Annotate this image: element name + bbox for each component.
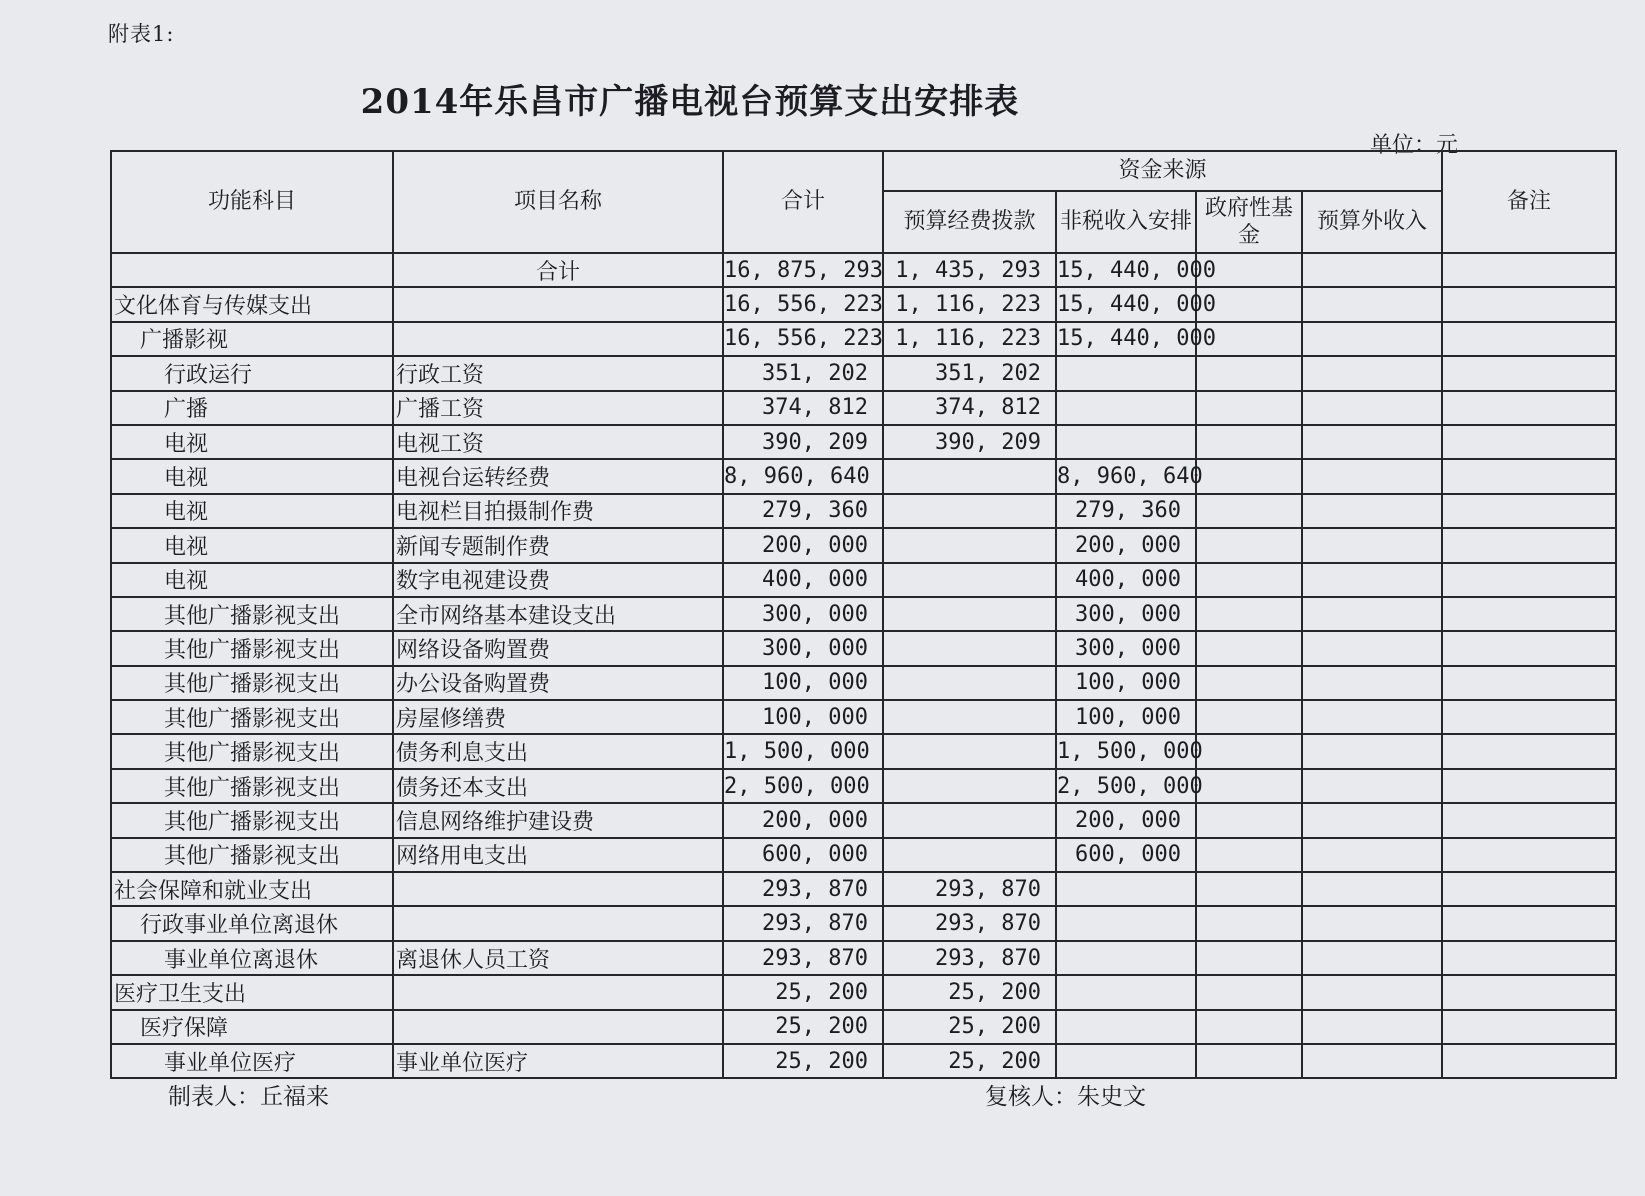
budget-allocation-cell [883, 597, 1056, 631]
extra-budget-income-cell [1302, 563, 1442, 597]
total-cell: 351, 202 [723, 356, 883, 390]
non-tax-income-cell: 15, 440, 000 [1056, 287, 1196, 321]
total-cell: 600, 000 [723, 838, 883, 872]
project-name-cell: 债务利息支出 [393, 734, 723, 768]
table-row [111, 838, 1616, 872]
project-name-cell [393, 906, 723, 940]
extra-budget-income-cell [1302, 975, 1442, 1009]
budget-allocation-cell [883, 769, 1056, 803]
total-cell: 200, 000 [723, 528, 883, 562]
project-name-cell: 电视栏目拍摄制作费 [393, 494, 723, 528]
header-project-name: 项目名称 [393, 151, 723, 253]
non-tax-income-cell: 8, 960, 640 [1056, 459, 1196, 493]
extra-budget-income-cell [1302, 597, 1442, 631]
total-cell: 25, 200 [723, 975, 883, 1009]
government-fund-cell [1196, 838, 1302, 872]
table-row [111, 459, 1616, 493]
extra-budget-income-cell [1302, 1010, 1442, 1044]
table-row [111, 906, 1616, 940]
remarks-cell [1442, 906, 1616, 940]
table-row [111, 941, 1616, 975]
table-row [111, 425, 1616, 459]
extra-budget-income-cell [1302, 666, 1442, 700]
function-subject-cell: 医疗卫生支出 [111, 975, 393, 1009]
remarks-cell [1442, 941, 1616, 975]
budget-allocation-cell [883, 494, 1056, 528]
project-name-cell: 全市网络基本建设支出 [393, 597, 723, 631]
budget-allocation-cell: 293, 870 [883, 941, 1056, 975]
remarks-cell [1442, 287, 1616, 321]
extra-budget-income-cell [1302, 459, 1442, 493]
non-tax-income-cell: 600, 000 [1056, 838, 1196, 872]
total-cell: 16, 875, 293 [723, 253, 883, 287]
total-cell: 100, 000 [723, 666, 883, 700]
header-remarks: 备注 [1442, 151, 1616, 253]
budget-allocation-cell: 1, 435, 293 [883, 253, 1056, 287]
extra-budget-income-cell [1302, 906, 1442, 940]
government-fund-cell [1196, 391, 1302, 425]
non-tax-income-cell: 1, 500, 000 [1056, 734, 1196, 768]
non-tax-income-cell: 200, 000 [1056, 803, 1196, 837]
header-government-fund: 政府性基金 [1196, 191, 1302, 253]
remarks-cell [1442, 391, 1616, 425]
header-extra-budget-income: 预算外收入 [1302, 191, 1442, 253]
project-name-cell: 网络用电支出 [393, 838, 723, 872]
total-cell: 293, 870 [723, 906, 883, 940]
total-cell: 300, 000 [723, 597, 883, 631]
header-total: 合计 [723, 151, 883, 253]
government-fund-cell [1196, 631, 1302, 665]
project-name-cell [393, 1010, 723, 1044]
project-name-cell [393, 872, 723, 906]
table-row [111, 253, 1616, 287]
government-fund-cell [1196, 1010, 1302, 1044]
government-fund-cell [1196, 803, 1302, 837]
project-name-cell: 电视工资 [393, 425, 723, 459]
government-fund-cell [1196, 459, 1302, 493]
project-name-cell: 行政工资 [393, 356, 723, 390]
total-cell: 100, 000 [723, 700, 883, 734]
table-row [111, 391, 1616, 425]
remarks-cell [1442, 1044, 1616, 1078]
remarks-cell [1442, 1010, 1616, 1044]
budget-allocation-cell: 351, 202 [883, 356, 1056, 390]
project-name-cell: 离退休人员工资 [393, 941, 723, 975]
function-subject-cell: 行政运行 [111, 356, 393, 390]
budget-allocation-cell [883, 563, 1056, 597]
non-tax-income-cell: 100, 000 [1056, 700, 1196, 734]
total-cell: 293, 870 [723, 872, 883, 906]
table-row [111, 322, 1616, 356]
extra-budget-income-cell [1302, 941, 1442, 975]
budget-allocation-cell: 1, 116, 223 [883, 287, 1056, 321]
table-row [111, 356, 1616, 390]
extra-budget-income-cell [1302, 631, 1442, 665]
budget-allocation-cell [883, 734, 1056, 768]
function-subject-cell: 电视 [111, 528, 393, 562]
non-tax-income-cell: 15, 440, 000 [1056, 322, 1196, 356]
non-tax-income-cell [1056, 941, 1196, 975]
budget-allocation-cell: 390, 209 [883, 425, 1056, 459]
project-name-cell [393, 975, 723, 1009]
function-subject-cell: 其他广播影视支出 [111, 803, 393, 837]
non-tax-income-cell [1056, 425, 1196, 459]
function-subject-cell: 其他广播影视支出 [111, 734, 393, 768]
table-row [111, 631, 1616, 665]
extra-budget-income-cell [1302, 253, 1442, 287]
government-fund-cell [1196, 597, 1302, 631]
total-cell: 16, 556, 223 [723, 287, 883, 321]
budget-allocation-cell [883, 631, 1056, 665]
government-fund-cell [1196, 666, 1302, 700]
header-budget-allocation: 预算经费拨款 [883, 191, 1056, 253]
extra-budget-income-cell [1302, 872, 1442, 906]
header-function-subject: 功能科目 [111, 151, 393, 253]
non-tax-income-cell: 200, 000 [1056, 528, 1196, 562]
function-subject-cell: 其他广播影视支出 [111, 631, 393, 665]
government-fund-cell [1196, 769, 1302, 803]
non-tax-income-cell: 2, 500, 000 [1056, 769, 1196, 803]
table-row [111, 700, 1616, 734]
government-fund-cell [1196, 425, 1302, 459]
budget-allocation-cell: 293, 870 [883, 906, 1056, 940]
project-name-cell [393, 322, 723, 356]
non-tax-income-cell: 100, 000 [1056, 666, 1196, 700]
government-fund-cell [1196, 734, 1302, 768]
government-fund-cell [1196, 528, 1302, 562]
table-row [111, 734, 1616, 768]
remarks-cell [1442, 769, 1616, 803]
project-name-cell: 事业单位医疗 [393, 1044, 723, 1078]
total-cell: 25, 200 [723, 1044, 883, 1078]
non-tax-income-cell: 15, 440, 000 [1056, 253, 1196, 287]
function-subject-cell: 其他广播影视支出 [111, 597, 393, 631]
extra-budget-income-cell [1302, 769, 1442, 803]
non-tax-income-cell: 300, 000 [1056, 631, 1196, 665]
remarks-cell [1442, 356, 1616, 390]
table-row [111, 287, 1616, 321]
non-tax-income-cell [1056, 906, 1196, 940]
project-name-cell: 办公设备购置费 [393, 666, 723, 700]
extra-budget-income-cell [1302, 391, 1442, 425]
table-row [111, 975, 1616, 1009]
budget-allocation-cell [883, 528, 1056, 562]
remarks-cell [1442, 838, 1616, 872]
total-cell: 2, 500, 000 [723, 769, 883, 803]
remarks-cell [1442, 459, 1616, 493]
function-subject-cell [111, 253, 393, 287]
remarks-cell [1442, 425, 1616, 459]
document-title: 2014年乐昌市广播电视台预算支出安排表 [360, 82, 1020, 122]
project-name-cell: 债务还本支出 [393, 769, 723, 803]
extra-budget-income-cell [1302, 425, 1442, 459]
extra-budget-income-cell [1302, 700, 1442, 734]
budget-allocation-cell: 374, 812 [883, 391, 1056, 425]
function-subject-cell: 文化体育与传媒支出 [111, 287, 393, 321]
remarks-cell [1442, 494, 1616, 528]
total-cell: 300, 000 [723, 631, 883, 665]
total-cell: 390, 209 [723, 425, 883, 459]
function-subject-cell: 广播影视 [111, 322, 393, 356]
remarks-cell [1442, 563, 1616, 597]
government-fund-cell [1196, 356, 1302, 390]
non-tax-income-cell [1056, 391, 1196, 425]
project-name-cell: 数字电视建设费 [393, 563, 723, 597]
total-cell: 374, 812 [723, 391, 883, 425]
reviewer-signature: 复核人：朱史文 [985, 1084, 1146, 1110]
budget-allocation-cell [883, 803, 1056, 837]
table-row [111, 597, 1616, 631]
unit-label: 单位：元 [1370, 133, 1459, 158]
total-cell: 400, 000 [723, 563, 883, 597]
non-tax-income-cell [1056, 975, 1196, 1009]
table-row [111, 494, 1616, 528]
budget-allocation-cell: 25, 200 [883, 1044, 1056, 1078]
remarks-cell [1442, 872, 1616, 906]
total-cell: 1, 500, 000 [723, 734, 883, 768]
total-cell: 25, 200 [723, 1010, 883, 1044]
budget-allocation-cell: 1, 116, 223 [883, 322, 1056, 356]
total-cell: 279, 360 [723, 494, 883, 528]
table-row [111, 1044, 1616, 1078]
project-name-cell: 新闻专题制作费 [393, 528, 723, 562]
extra-budget-income-cell [1302, 528, 1442, 562]
budget-allocation-cell: 25, 200 [883, 1010, 1056, 1044]
extra-budget-income-cell [1302, 356, 1442, 390]
government-fund-cell [1196, 700, 1302, 734]
table-row [111, 1010, 1616, 1044]
remarks-cell [1442, 631, 1616, 665]
non-tax-income-cell [1056, 1044, 1196, 1078]
total-cell: 8, 960, 640 [723, 459, 883, 493]
budget-allocation-cell [883, 459, 1056, 493]
project-name-cell: 广播工资 [393, 391, 723, 425]
project-name-cell: 房屋修缮费 [393, 700, 723, 734]
extra-budget-income-cell [1302, 287, 1442, 321]
remarks-cell [1442, 253, 1616, 287]
header-non-tax-income: 非税收入安排 [1056, 191, 1196, 253]
table-body [111, 253, 1616, 1078]
function-subject-cell: 电视 [111, 563, 393, 597]
extra-budget-income-cell [1302, 803, 1442, 837]
budget-allocation-cell: 25, 200 [883, 975, 1056, 1009]
project-name-cell: 信息网络维护建设费 [393, 803, 723, 837]
remarks-cell [1442, 597, 1616, 631]
function-subject-cell: 电视 [111, 425, 393, 459]
remarks-cell [1442, 803, 1616, 837]
government-fund-cell [1196, 906, 1302, 940]
total-cell: 16, 556, 223 [723, 322, 883, 356]
function-subject-cell: 医疗保障 [111, 1010, 393, 1044]
table-row [111, 563, 1616, 597]
government-fund-cell [1196, 941, 1302, 975]
budget-allocation-cell: 293, 870 [883, 872, 1056, 906]
non-tax-income-cell [1056, 872, 1196, 906]
extra-budget-income-cell [1302, 322, 1442, 356]
function-subject-cell: 其他广播影视支出 [111, 700, 393, 734]
non-tax-income-cell [1056, 356, 1196, 390]
function-subject-cell: 广播 [111, 391, 393, 425]
total-cell: 200, 000 [723, 803, 883, 837]
non-tax-income-cell: 400, 000 [1056, 563, 1196, 597]
function-subject-cell: 行政事业单位离退休 [111, 906, 393, 940]
table-row [111, 803, 1616, 837]
government-fund-cell [1196, 975, 1302, 1009]
function-subject-cell: 电视 [111, 494, 393, 528]
government-fund-cell [1196, 872, 1302, 906]
budget-allocation-cell [883, 700, 1056, 734]
table-row [111, 528, 1616, 562]
function-subject-cell: 事业单位医疗 [111, 1044, 393, 1078]
table-row [111, 769, 1616, 803]
remarks-cell [1442, 700, 1616, 734]
government-fund-cell [1196, 1044, 1302, 1078]
remarks-cell [1442, 666, 1616, 700]
project-name-cell: 电视台运转经费 [393, 459, 723, 493]
function-subject-cell: 电视 [111, 459, 393, 493]
function-subject-cell: 社会保障和就业支出 [111, 872, 393, 906]
budget-allocation-cell [883, 666, 1056, 700]
extra-budget-income-cell [1302, 494, 1442, 528]
remarks-cell [1442, 734, 1616, 768]
remarks-cell [1442, 975, 1616, 1009]
non-tax-income-cell: 279, 360 [1056, 494, 1196, 528]
government-fund-cell [1196, 563, 1302, 597]
budget-table [110, 150, 1617, 1079]
extra-budget-income-cell [1302, 838, 1442, 872]
header-funding-source: 资金来源 [883, 151, 1442, 191]
attachment-label: 附表1: [108, 22, 175, 46]
remarks-cell [1442, 322, 1616, 356]
table-row [111, 872, 1616, 906]
project-name-cell [393, 287, 723, 321]
preparer-signature: 制表人：丘福来 [168, 1084, 329, 1110]
total-cell: 293, 870 [723, 941, 883, 975]
table-row [111, 666, 1616, 700]
project-name-cell: 合计 [393, 253, 723, 287]
project-name-cell: 网络设备购置费 [393, 631, 723, 665]
function-subject-cell: 其他广播影视支出 [111, 769, 393, 803]
non-tax-income-cell [1056, 1010, 1196, 1044]
extra-budget-income-cell [1302, 734, 1442, 768]
extra-budget-income-cell [1302, 1044, 1442, 1078]
function-subject-cell: 事业单位离退休 [111, 941, 393, 975]
budget-allocation-cell [883, 838, 1056, 872]
function-subject-cell: 其他广播影视支出 [111, 838, 393, 872]
remarks-cell [1442, 528, 1616, 562]
function-subject-cell: 其他广播影视支出 [111, 666, 393, 700]
government-fund-cell [1196, 494, 1302, 528]
non-tax-income-cell: 300, 000 [1056, 597, 1196, 631]
